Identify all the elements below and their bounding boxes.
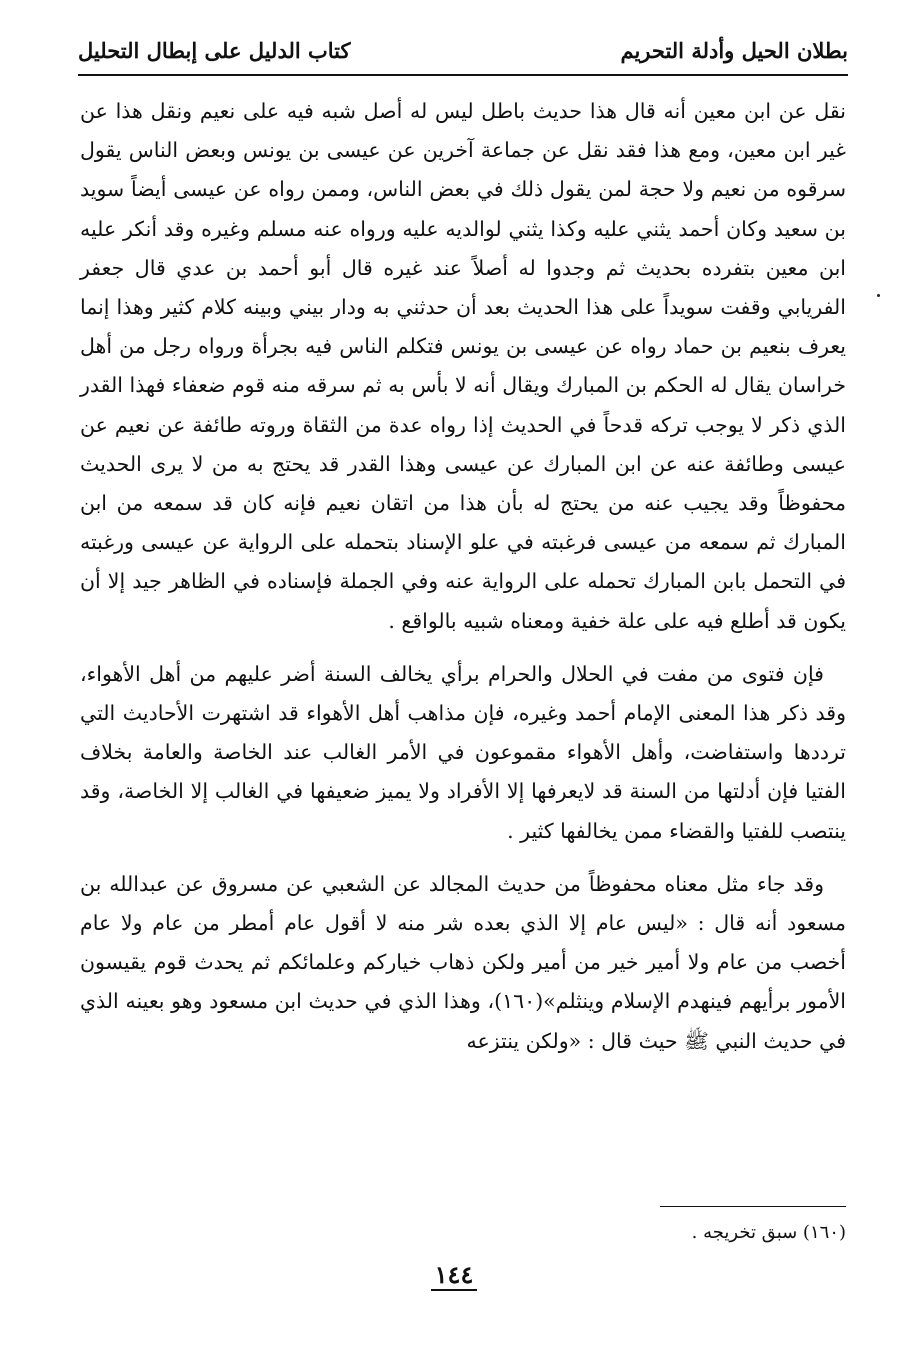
paragraph-gap	[80, 641, 846, 655]
header-chapter-title: كتاب الدليل على إبطال التحليل	[78, 38, 351, 63]
paragraph-3: وقد جاء مثل معناه محفوظاً من حديث المجالد عن الشعبي عن مسروق عن عبدالله بن مسعود أنه قال : «ليس عام إلا الذي بعده شر منه لا أقول عام أمطر من عام ولا عام أخصب من عام ولا أمير خير من أمير ولكن ذهاب خياركم وعلمائكم ثم يحدث قوم يقيسون الأمور برأيهم فينهدم الإسلام وينثلم»(١٦٠)، وهذا الذي في حديث ابن مسعود وهو بعينه الذي في حديث النبي ﷺ حيث قال : «ولكن ينتزعه	[80, 871, 846, 1053]
running-header	[78, 30, 848, 76]
main-text	[80, 92, 846, 1061]
header-divider	[78, 74, 848, 76]
header-book-section-title: بطلان الحيل وأدلة التحريم	[620, 38, 848, 63]
paragraph-gap	[80, 851, 846, 865]
paragraph-2: فإن فتوى من مفت في الحلال والحرام برأي يخالف السنة أضر عليهم من أهل الأهواء، وقد ذكر هذا المعنى الإمام أحمد وغيره، فإن مذاهب أهل الأهواء قد اشتهرت الأحاديث التي ترددها واستفاضت، وأهل الأهواء مقموعون في الأمر الغالب عند الخاصة والعامة بخلاف الفتيا فإن أدلتها من السنة قد لايعرفها إلا الأفراد ولا يميز ضعيفها في الغالب إلا الخاصة، وقد ينتصب للفتيا والقضاء ممن يخالفها كثير .	[80, 661, 846, 843]
paragraph-1: نقل عن ابن معين أنه قال هذا حديث باطل ليس له أصل شبه فيه على نعيم ونقل هذا عن غير ابن معين، ومع هذا فقد نقل عن جماعة آخرين عن عيسى بن يونس وبعض الناس يقول سرقوه من نعيم ولا حجة لمن يقول ذلك في بعض الناس، وممن رواه عن عيسى أيضاً سويد بن سعيد وكان أحمد يثني عليه وكذا يثني لوالديه عليه ورواه عنه مسلم وغيره وقد أنكر عليه ابن معين بتفرده بحديث ثم وجدوا له أصلاً عند غيره قال أبو أحمد بن عدي قال جعفر الفريابي وقفت سويداً على هذا الحديث بعد أن حدثني به ودار بيني وبينه كلام كثير وهذا إنما يعرف بنعيم بن حماد رواه عن عيسى بن يونس فتكلم الناس فيه بجرأة ورواه رجل من أهل خراسان يقال له الحكم بن المبارك ويقال أنه لا بأس به ثم سرقه منه قوم ضعفاء فهذا القدر الذي ذكر لا يوجب تركه قدحاً في الحديث إذا رواه عدة من الثقاة وروته طائفة عن نعيم عن عيسى وطائفة عنه عن ابن المبارك عن عيسى وهذا القدر قد يحتج به من لا يرى الحديث محفوظاً وقد يجيب عنه من يحتج له بأن هذا من اتقان نعيم فإنه كان قد سمعه من ابن المبارك ثم سمعه من عيسى فرغبته في علو الإسناد بتحمله على الرواية عن عيسى ورغبته في التحمل بابن المبارك تحمله على الرواية عنه وفي الجملة فإسناده في الظاهر جيد إلا أن يكون قد أطلع فيه على علة خفية ومعناه شبيه بالواقع .	[80, 99, 846, 633]
footnote-divider	[660, 1206, 846, 1207]
page-number-value: ١٤٤	[431, 1260, 478, 1291]
page-number	[0, 1260, 908, 1289]
footnote: (١٦٠) سبق تخريجه .	[691, 1222, 846, 1243]
scan-speck	[877, 294, 880, 297]
